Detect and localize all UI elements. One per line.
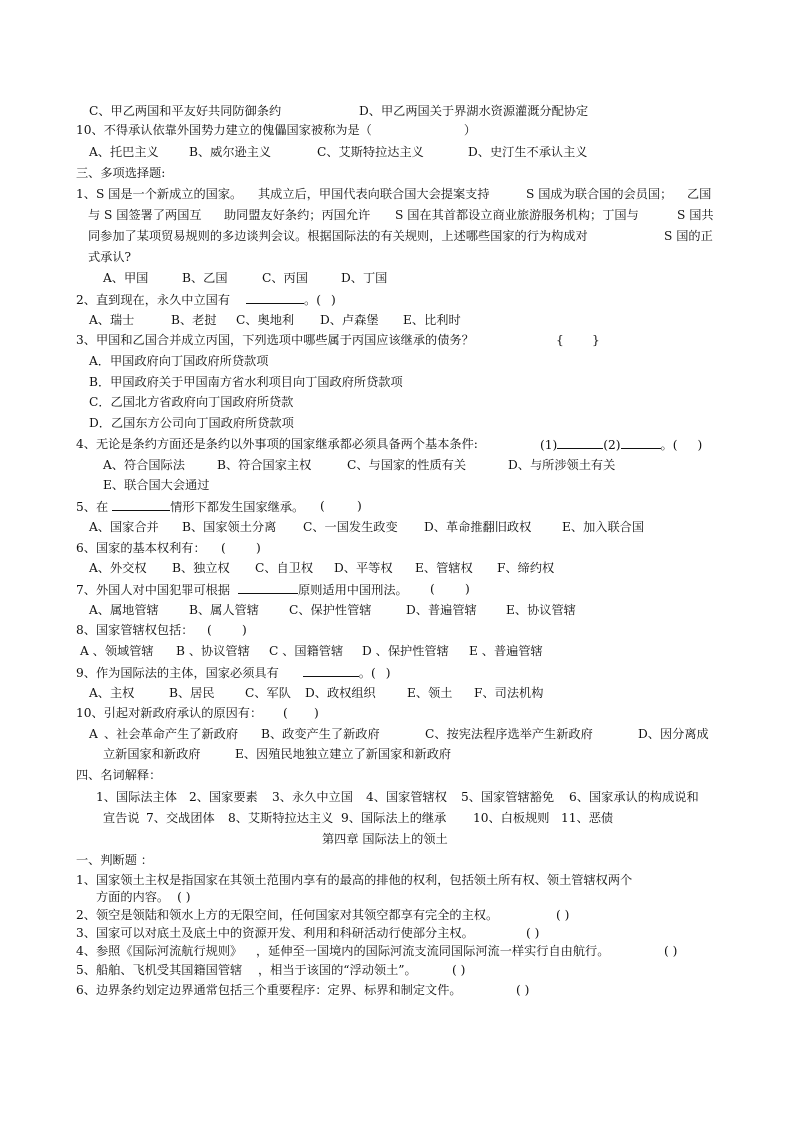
s3-q7-paren-close: ) [465,582,470,596]
s3-q3-option-a: A．甲国政府向丁国政府所贷款项 [89,354,269,368]
s3-q10-stem: 10、引起对新政府承认的原因有： [76,706,263,720]
s3-q7-option-d: D、普遍管辖 [406,603,477,617]
q10-single-option-d: D、史汀生不承认主义 [468,145,588,159]
s3-q2-option-e: E、比利时 [403,313,461,327]
s3-q5-paren-open: ( [320,499,325,513]
s4-term-8: 8、艾斯特拉达主义 [228,811,334,825]
s3-q4-stem: 4、无论是条约方面还是条约以外事项的国家继承都必须具备两个基本条件: [76,437,478,451]
ch4-item4-b: ，延伸至一国境内的国际河流支流同国际河流一样实行自由航行。 [256,944,610,958]
s3-q8-stem: 8、国家管辖权包括： [76,623,194,637]
s3-q6-option-a: A、外交权 [89,561,147,575]
s3-q1-line1-a: 1、S 国是一个新成立的国家。 [76,187,243,201]
s3-q10-paren-open: ( [283,706,288,720]
ch4-item4-paren: ( ) [664,944,678,958]
s3-q2-option-c: C、奥地利 [236,313,295,327]
ch4-item6: 6、边界条约划定边界通常包括三个重要程序：定界、标界和制定文件。 [76,983,462,997]
s3-q5-stem: 5、在 情形下都发生国家继承。 [76,500,305,514]
ch4-item2: 2、领空是领陆和领水上方的无限空间，任何国家对其领空都享有完全的主权。 [76,908,499,922]
s3-q5-option-e: E、加入联合国 [562,520,645,534]
s3-q6-paren-close: ) [256,541,261,555]
s3-q3-paren-open: { [556,333,564,347]
q10-single-option-a: A、托巴主义 [89,145,159,159]
ch4-item1-line1: 1、国家领土主权是指国家在其领土范围内享有的最高的排他的权利，包括领土所有权、领土管辖权两个 [76,873,633,887]
s3-q4-blanks: (1) (2) 。( ) [540,438,703,452]
q9-option-d: D、甲乙两国关于界湖水资源灌溉分配协定 [359,104,589,118]
s4-term-4: 4、国家管辖权 [366,790,447,804]
s3-q7-option-c: C、保护性管辖 [289,603,372,617]
s3-q8-option-a: A 、领域管辖 [80,644,154,658]
s3-q6-option-c: C、自卫权 [255,561,314,575]
s4-term-5: 5、国家管辖豁免 [461,790,555,804]
q10-single-stem: 10、不得承认依靠外国势力建立的傀儡国家被称为是（ ） [76,123,477,137]
ch4-item3-paren: ( ) [526,926,540,940]
ch4-item5-a: 5、船舶、飞机受其国籍国管辖 [76,963,243,977]
s3-q1-line1-b: 其成立后，甲国代表向联合国大会提案支持 [258,187,490,201]
s3-q6-option-d: D、平等权 [334,561,393,575]
s4-term-1: 1、国际法主体 [96,790,177,804]
s3-q4-option-d: D、与所涉领土有关 [508,458,616,472]
s3-q8-option-c: C 、国籍管辖 [269,644,344,658]
s3-q9-option-d: D、政权组织 [305,686,376,700]
q10-single-option-c: C、艾斯特拉达主义 [317,145,424,159]
s3-q10-option-a: 、社会革命产生了新政府 [104,727,239,741]
s3-q5-option-c: C、一国发生政变 [303,520,398,534]
s3-q1-option-c: C、丙国 [262,271,308,285]
s3-q3-option-b: B．甲国政府关于甲国南方省水利项目向丁国政府所贷款项 [89,375,403,389]
s3-q10-option-d-cont: 立新国家和新政府 [103,747,201,761]
s4-term-6: 6、国家承认的构成说和 [569,790,699,804]
s3-q3-option-c: C．乙国北方省政府向丁国政府所贷款 [89,395,294,409]
s3-q4-option-b: B、符合国家主权 [217,458,312,472]
s3-q1-line1-c: S 国成为联合国的会员国； [526,187,673,201]
s3-q8-paren-open: ( [207,623,212,637]
ch4-item6-paren: ( ) [516,983,530,997]
s3-q9-option-c: C、军队 [245,686,291,700]
q9-option-c: C、甲乙两国和平友好共同防御条约 [89,104,282,118]
s3-q5-option-d: D、革命推翻旧政权 [424,520,532,534]
s3-q10-paren-close: ) [314,706,319,720]
s4-term-10: 10、白板规则 [473,811,550,825]
s3-q2-stem: 2、直到现在，永久中立国有 。( ) [76,293,336,307]
s3-q1-line2-d: S 国共 [677,208,714,222]
s3-q7-option-e: E、协议管辖 [506,603,576,617]
s3-q2-option-a: A、瑞士 [89,313,135,327]
s3-q1-option-a: A、甲国 [103,271,149,285]
ch4-section1-heading: 一、判断题 ： [76,853,153,867]
s3-q7-stem: 7、外国人对中国犯罪可根据 原则适用中国刑法。 [76,583,408,597]
s4-term-7: 7、交战团体 [146,811,215,825]
s3-q5-option-b: B、国家领土分离 [182,520,277,534]
s3-q6-paren-open: ( [221,541,226,555]
s3-q6-option-b: B、独立权 [172,561,230,575]
chapter4-title: 第四章 国际法上的领土 [322,832,448,846]
s3-q10-option-a-letter: A [89,727,98,741]
s3-q8-option-e: E 、普遍管辖 [469,644,543,658]
s3-q9-option-a: A、主权 [89,686,135,700]
s4-term-9: 9、国际法上的继承 [341,811,447,825]
s3-q6-option-e: E、管辖权 [415,561,473,575]
ch4-item2-paren: ( ) [556,908,570,922]
s3-q8-option-b: B 、协议管辖 [176,644,250,658]
section4-heading: 四、名词解释： [76,768,162,782]
section3-heading: 三、多项选择题: [76,166,166,180]
s3-q7-option-a: A、属地管辖 [89,603,159,617]
s3-q3-stem: 3、甲国和乙国合并成立丙国，下列选项中哪些属于丙国应该继承的债务？ [76,333,474,347]
s4-term-2: 2、国家要素 [189,790,258,804]
s3-q5-option-a: A、国家合并 [89,520,159,534]
s3-q9-option-f: F、司法机构 [474,686,544,700]
s3-q10-option-c: C、按宪法程序选举产生新政府 [425,727,593,741]
s4-term-3: 3、永久中立国 [272,790,353,804]
s3-q1-line1-d: 乙国 [687,187,712,201]
ch4-item4-a: 4、参照《国际河流航行规则》 [76,944,243,958]
s3-q6-option-f: F、缔约权 [497,561,555,575]
s3-q7-paren-open: ( [430,582,435,596]
s3-q9-stem: 9、作为国际法的主体，国家必须具有 。( ) [76,666,391,680]
s4-term-11: 11、恶债 [561,811,614,825]
s3-q2-option-d: D、卢森堡 [320,313,379,327]
s3-q10-option-e: E、因殖民地独立建立了新国家和新政府 [235,747,452,761]
s3-q4-option-c: C、与国家的性质有关 [347,458,467,472]
s3-q10-option-b: B、政变产生了新政府 [261,727,380,741]
ch4-item5-b: ，相当于该国的“浮动领土”。 [258,963,417,977]
s3-q7-option-b: B、属人管辖 [189,603,259,617]
s3-q9-option-b: B、居民 [169,686,215,700]
s3-q5-paren-close: ) [357,499,362,513]
s3-q3-paren-close: } [592,333,600,347]
s3-q1-line4: 式承认? [88,250,132,264]
s3-q1-line2-c: S 国在其首都设立商业旅游服务机构；丁国与 [395,208,639,222]
s4-term-6-cont: 宣告说 [103,811,140,825]
q10-single-option-b: B、威尔逊主义 [189,145,272,159]
s3-q8-option-d: D 、保护性管辖 [362,644,449,658]
s3-q1-line3-b: S 国的正 [664,229,713,243]
s3-q4-option-e: E、联合国大会通过 [103,478,210,492]
s3-q2-option-b: B、老挝 [171,313,217,327]
s3-q1-line2-b: 助同盟友好条约；丙国允许 [224,208,371,222]
ch4-item5-paren: ( ) [452,963,466,977]
ch4-item3: 3、国家可以对底土及底土中的资源开发、利用和科研活动行使部分主权。 [76,926,474,940]
s3-q3-option-d: D．乙国东方公司向丁国政府所贷款项 [89,416,294,430]
s3-q1-option-d: D、丁国 [341,271,388,285]
s3-q1-option-b: B、乙国 [182,271,228,285]
s3-q9-option-e: E、领土 [407,686,453,700]
s3-q6-stem: 6、国家的基本权利有： [76,541,206,555]
s3-q4-option-a: A、符合国际法 [103,458,185,472]
s3-q10-option-d: D、因分离成 [638,727,709,741]
s3-q8-paren-close: ) [242,623,247,637]
s3-q1-line3-a: 同参加了某项贸易规则的多边谈判会议。根据国际法的有关规则，上述哪些国家的行为构成对 [88,229,588,243]
s3-q1-line2-a: 与 S 国签署了两国互 [88,208,202,222]
ch4-item1-line2: 方面的内容。 ( ) [96,890,191,904]
